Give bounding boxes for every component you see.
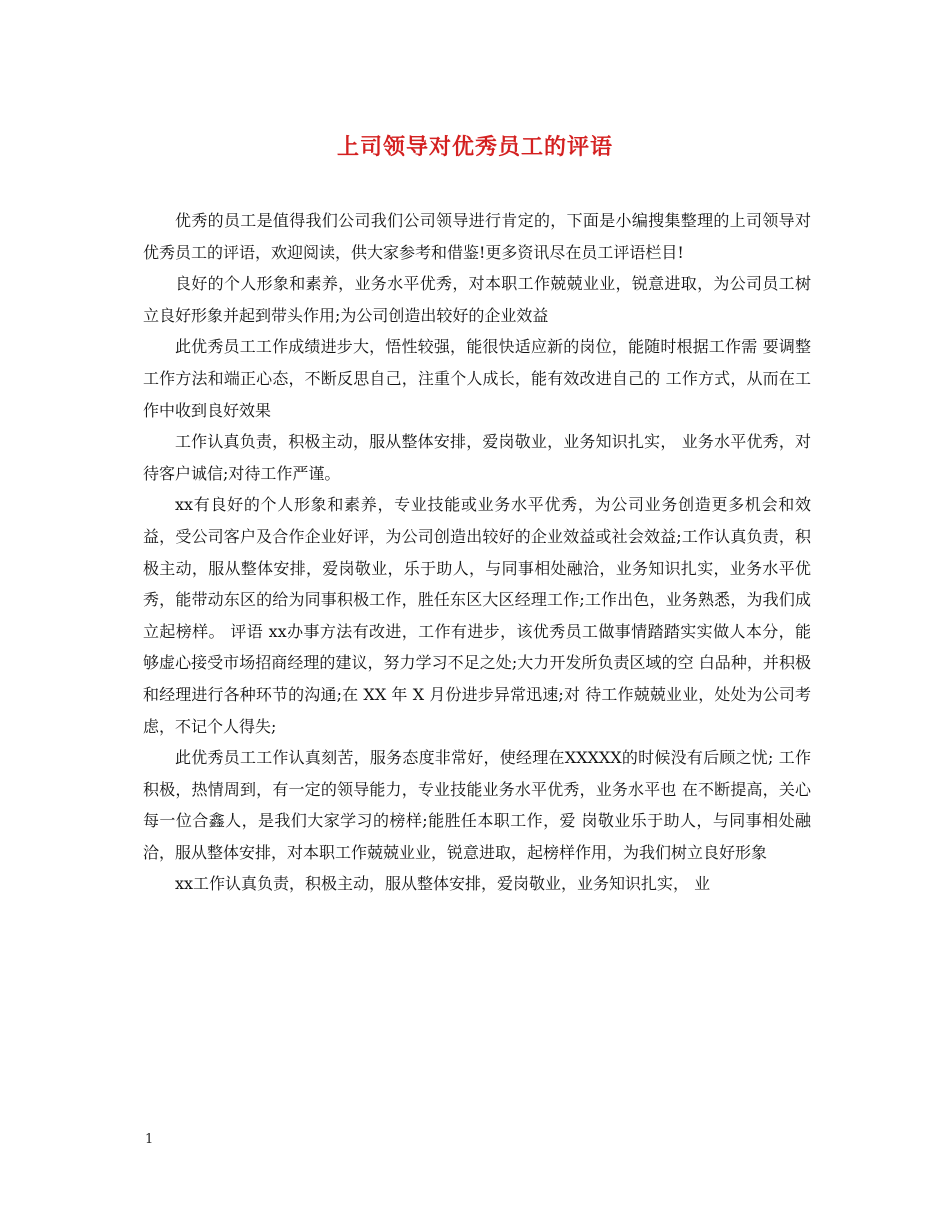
document-title: 上司领导对优秀员工的评语 xyxy=(336,134,613,160)
paragraph-intro: 优秀的员工是值得我们公司我们公司领导进行肯定的，下面是小编搜集整理的上司领导对优秀员工的评语，欢迎阅读，供大家参考和借鉴!更多资讯尽在员工评语栏目! xyxy=(143,211,811,262)
page-number: 1 xyxy=(145,1132,154,1147)
paragraph: 工作认真负责，积极主动，服从整体安排，爱岗敬业，业务知识扎实， 业务水平优秀，对待客户诚信;对待工作严谨。 xyxy=(143,432,811,483)
document-body xyxy=(143,205,811,900)
paragraph: 此优秀员工工作成绩进步大，悟性较强，能很快适应新的岗位，能随时根据工作需 要调整工作方法和端正心态，不断反思自己，注重个人成长，能有效改进自己的 工作方式，从而在工作中收到良好效果 xyxy=(143,337,811,420)
paragraph: 此优秀员工工作认真刻苦，服务态度非常好，使经理在XXXXX的时候没有后顾之忧; 工作积极，热情周到，有一定的领导能力，专业技能业务水平优秀，业务水平也 在不断提高，关心每一位合鑫人，是我们大家学习的榜样;能胜任本职工作，爱 岗敬业乐于助人，与同事相处融洽，服从整体安排，对本职工作兢兢业业，锐意进取，起榜样作用，为我们树立良好形象 xyxy=(143,748,811,862)
paragraph: xx工作认真负责，积极主动，服从整体安排，爱岗敬业，业务知识扎实， 业 xyxy=(175,874,711,894)
paragraph: 良好的个人形象和素养，业务水平优秀，对本职工作兢兢业业，锐意进取，为公司员工树立良好形象并起到带头作用;为公司创造出较好的企业效益 xyxy=(143,274,811,325)
paragraph: xx有良好的个人形象和素养，专业技能或业务水平优秀，为公司业务创造更多机会和效益，受公司客户及合作企业好评，为公司创造出较好的企业效益或社会效益;工作认真负责，积极主动，服从整体安排，爱岗敬业，乐于助人，与同事相处融洽，业务知识扎实，业务水平优秀，能带动东区的给为同事积极工作，胜任东区大区经理工作;工作出色，业务熟悉，为我们成立起榜样。 评语 xx办事方法有改进，工作有进步，该优秀员工做事情踏踏实实做人本分，能 够虚心接受市场招商经理的建议，努力学习不足之处;大力开发所负责区域的空 白品种，并积极和经理进行各种环节的沟通;在 XX 年 X 月份进步异常迅速;对 待工作兢兢业业，处处为公司考虑，不记个人得失; xyxy=(143,495,811,736)
